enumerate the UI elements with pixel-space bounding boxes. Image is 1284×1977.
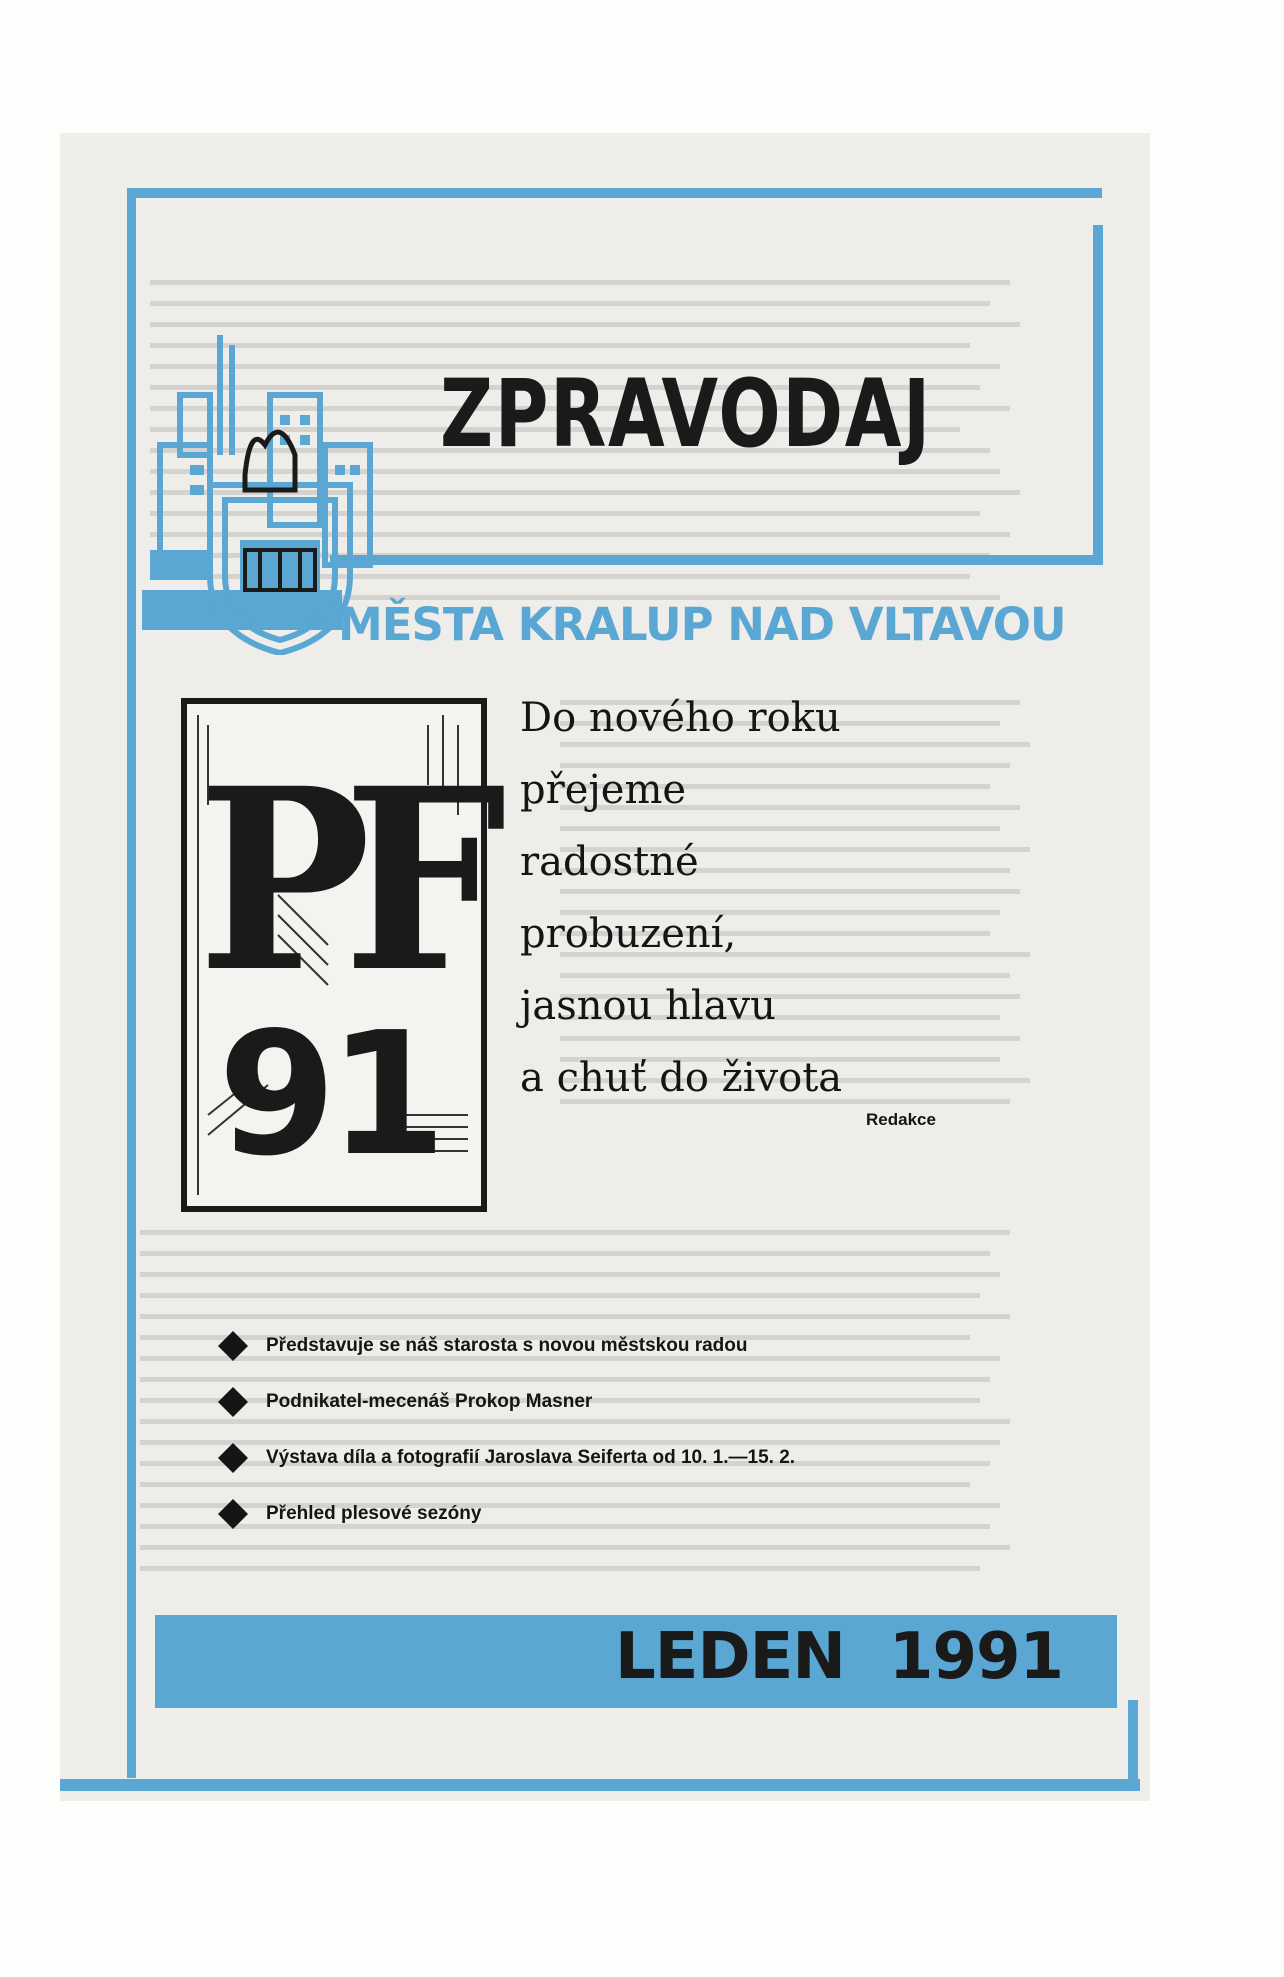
issue-month: LEDEN xyxy=(615,1620,845,1694)
contents-item xyxy=(218,1486,795,1542)
masthead-right-border xyxy=(1093,225,1103,565)
diamond-icon xyxy=(218,1499,248,1529)
pf-year: 91 xyxy=(218,996,439,1194)
greeting-line: a chuť do života xyxy=(520,1055,843,1101)
issue-date xyxy=(615,1620,1063,1694)
newsletter-subtitle: MĚSTA KRALUP NAD VLTAVOU xyxy=(338,598,1066,651)
contents-item xyxy=(218,1374,795,1430)
pf-letters: PF xyxy=(198,733,480,1027)
contents-item xyxy=(218,1430,795,1486)
greeting-line: radostné xyxy=(520,839,699,885)
frame-bottom-border xyxy=(60,1779,1140,1791)
issue-year: 1991 xyxy=(888,1620,1064,1694)
diamond-icon xyxy=(218,1443,248,1473)
contents-item-text: Výstava díla a fotografií Jaroslava Seiferta od 10. 1.—15. 2. xyxy=(266,1447,796,1468)
greeting-line: Do nového roku xyxy=(520,695,841,741)
frame-left-border xyxy=(127,188,136,1778)
pf-woodcut-illustration xyxy=(178,695,493,1215)
greeting-line: probuzení, xyxy=(520,911,737,957)
greeting-signature: Redakce xyxy=(866,1110,936,1129)
diamond-icon xyxy=(218,1331,248,1361)
greeting-line: jasnou hlavu xyxy=(520,983,776,1029)
contents-item-text: Přehled plesové sezóny xyxy=(266,1503,482,1524)
masthead-bottom-border xyxy=(330,555,1102,565)
contents-item-text: Představuje se náš starosta s novou městskou radou xyxy=(266,1335,748,1356)
greeting-line: přejeme xyxy=(520,767,687,813)
frame-top-border xyxy=(127,188,1102,198)
contents-item-text: Podnikatel-mecenáš Prokop Masner xyxy=(266,1391,593,1412)
frame-right-lower-border xyxy=(1128,1700,1138,1790)
contents-item xyxy=(218,1318,795,1374)
newsletter-title: ZPRAVODAJ xyxy=(440,360,932,469)
contents-list xyxy=(218,1318,795,1542)
new-year-greeting xyxy=(520,682,842,1114)
diamond-icon xyxy=(218,1387,248,1417)
